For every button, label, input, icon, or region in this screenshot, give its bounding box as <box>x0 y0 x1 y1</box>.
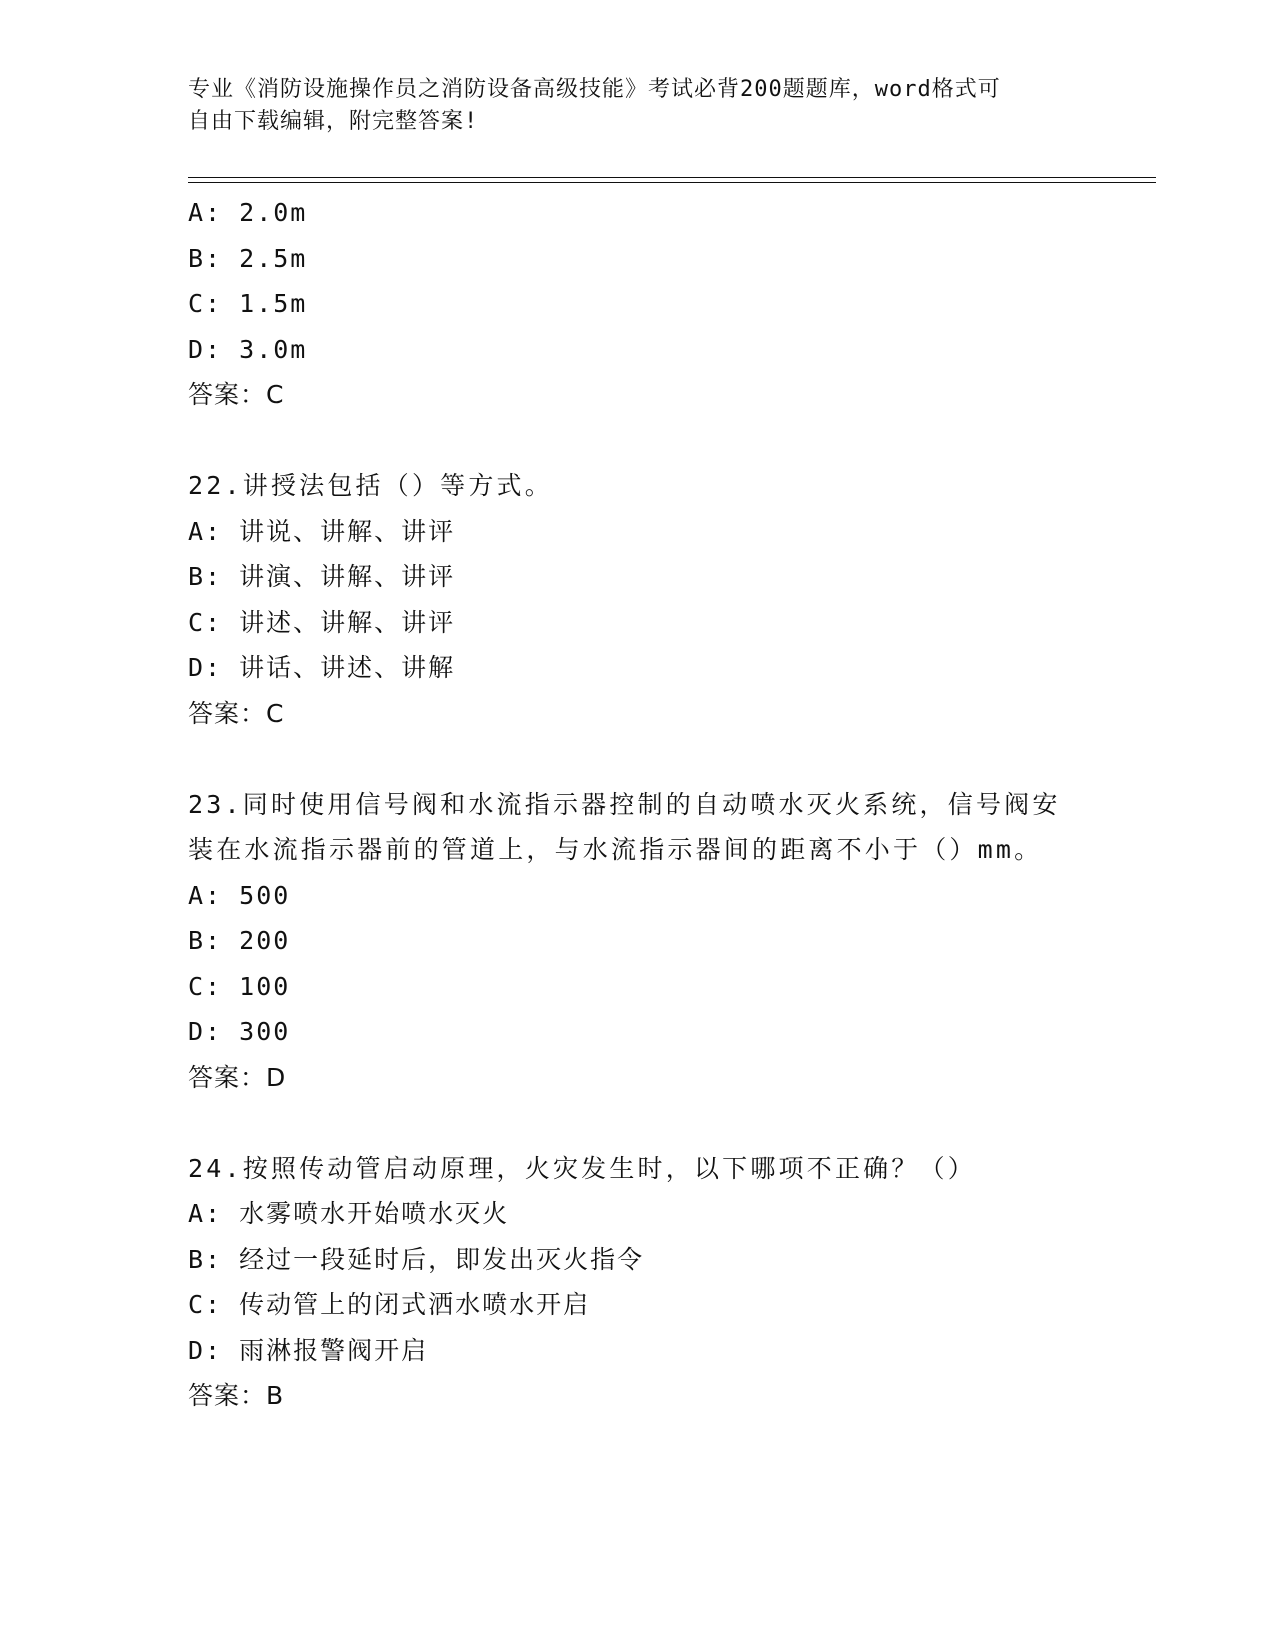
question-21 <box>188 190 1148 418</box>
option-d: D: 雨淋报警阀开启 <box>188 1335 429 1365</box>
answer: 答案：B <box>188 1381 285 1410</box>
option-b: B: 200 <box>188 926 291 955</box>
spacer <box>188 1100 1148 1146</box>
question-text: 22.讲授法包括（）等方式。 <box>188 471 553 500</box>
option-a: A: 2.0m <box>188 198 308 227</box>
answer: 答案：D <box>188 1062 287 1092</box>
option-a: A: 500 <box>188 880 291 910</box>
option-b: B: 2.5m <box>188 243 308 273</box>
question-text-line-2: 装在水流指示器前的管道上，与水流指示器间的距离不小于（）mm。 <box>188 835 1043 864</box>
option-d: D: 讲话、讲述、讲解 <box>188 653 456 682</box>
header-divider-bottom <box>188 182 1156 183</box>
header-divider-top <box>188 177 1156 178</box>
spacer <box>188 736 1148 782</box>
question-text: 24.按照传动管启动原理，火灾发生时，以下哪项不正确？（） <box>188 1153 976 1183</box>
header-title-line-2: 自由下载编辑，附完整答案! <box>188 109 479 134</box>
option-d: D: 300 <box>188 1017 291 1046</box>
option-b: B: 经过一段延时后，即发出灭火指令 <box>188 1244 645 1274</box>
question-24 <box>188 1146 1148 1419</box>
option-d: D: 3.0m <box>188 334 308 364</box>
option-c: C: 100 <box>188 971 291 1001</box>
header-title-line-1: 专业《消防设施操作员之消防设备高级技能》考试必背200题题库，word格式可 <box>188 77 1001 102</box>
option-a: A: 水雾喷水开始喷水灭火 <box>188 1199 510 1228</box>
option-c: C: 讲述、讲解、讲评 <box>188 607 456 637</box>
answer: 答案：C <box>188 380 285 409</box>
option-c: C: 1.5m <box>188 289 308 318</box>
option-b: B: 讲演、讲解、讲评 <box>188 562 456 591</box>
question-23 <box>188 782 1148 1101</box>
document-header <box>188 74 1088 138</box>
question-text-line-1: 23.同时使用信号阀和水流指示器控制的自动喷水灭火系统，信号阀安 <box>188 789 1061 819</box>
option-c: C: 传动管上的闭式洒水喷水开启 <box>188 1290 591 1319</box>
question-22 <box>188 463 1148 736</box>
spacer <box>188 418 1148 464</box>
answer: 答案：C <box>188 698 285 728</box>
question-list <box>188 190 1148 1419</box>
option-a: A: 讲说、讲解、讲评 <box>188 516 456 546</box>
